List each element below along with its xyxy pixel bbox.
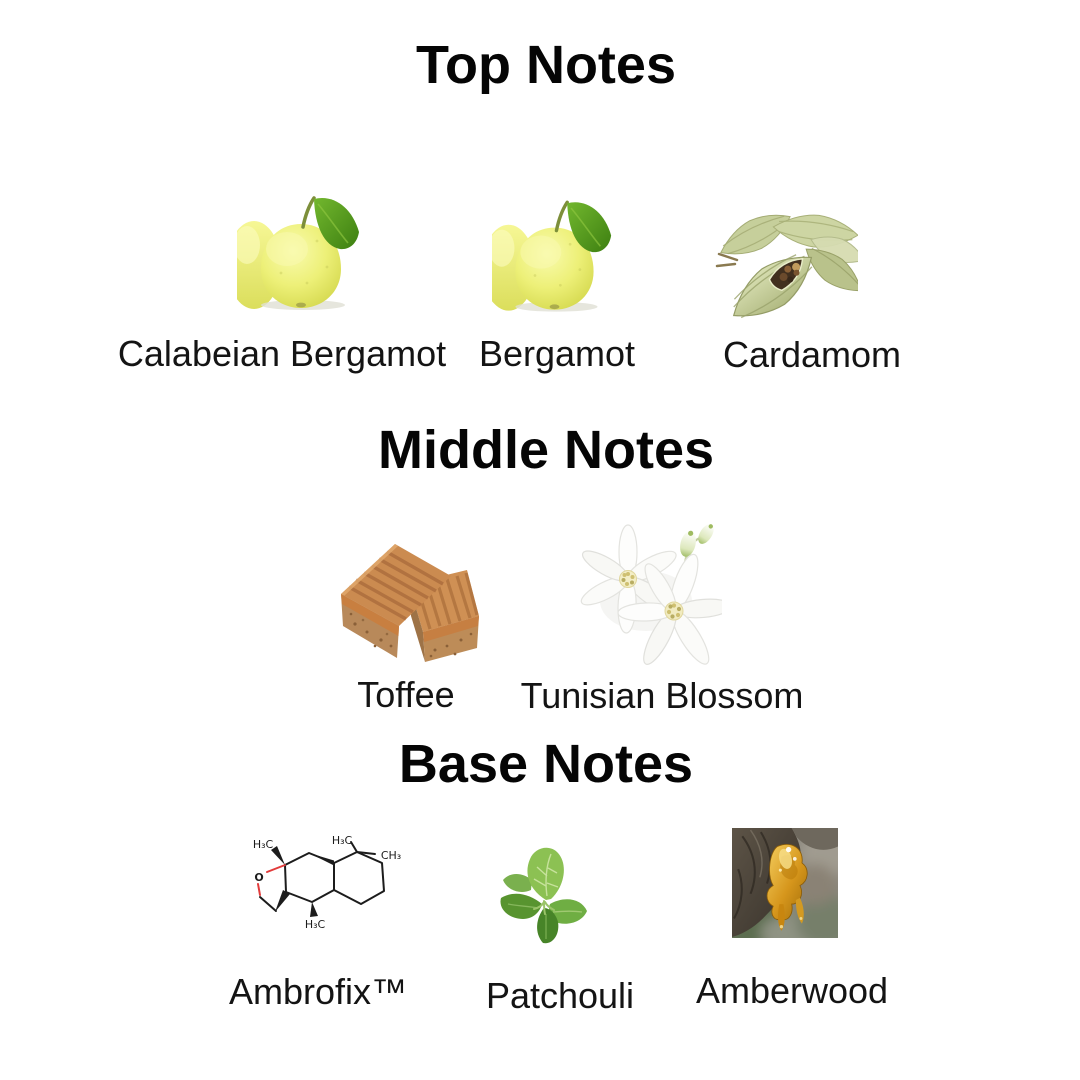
bergamot-image — [492, 193, 617, 317]
tunisian-blossom-image — [572, 517, 722, 667]
toffee-pieces-icon — [335, 528, 483, 670]
tunisian-blossom-label: Tunisian Blossom — [520, 675, 804, 716]
ambrofix-label: Ambrofix™ — [228, 971, 408, 1012]
amberwood-image — [732, 828, 838, 938]
toffee-image — [335, 528, 483, 670]
bergamot-fruit-icon — [492, 193, 617, 317]
amberwood-label: Amberwood — [695, 970, 889, 1011]
ambroxide-molecule-icon — [233, 835, 410, 935]
calabeian-bergamot-label: Calabeian Bergamot — [117, 333, 447, 374]
ambrofix-molecule-image — [233, 835, 410, 935]
middle-notes-heading: Middle Notes — [377, 420, 715, 480]
cardamom-label: Cardamom — [722, 334, 902, 375]
cardamom-image — [715, 192, 858, 330]
top-notes-heading: Top Notes — [416, 35, 676, 95]
methyl-label-right: CH₃ — [380, 849, 402, 862]
cardamom-pods-icon — [715, 192, 858, 330]
base-notes-heading: Base Notes — [398, 734, 694, 794]
patchouli-leaves-icon — [488, 838, 600, 950]
amber-resin-icon — [732, 828, 838, 938]
methyl-label-top-left: H₃C — [252, 838, 274, 851]
bergamot-label: Bergamot — [478, 333, 636, 374]
oxygen-atom-label: O — [254, 871, 264, 884]
bergamot-fruit-icon — [237, 191, 365, 313]
toffee-label: Toffee — [357, 674, 455, 715]
methyl-label-bottom: H₃C — [304, 918, 326, 931]
patchouli-image — [488, 838, 600, 950]
orange-blossom-icon — [572, 517, 722, 667]
patchouli-label: Patchouli — [485, 975, 635, 1016]
methyl-label-top-right: H₃C — [331, 835, 353, 847]
calabeian-bergamot-image — [237, 191, 365, 313]
